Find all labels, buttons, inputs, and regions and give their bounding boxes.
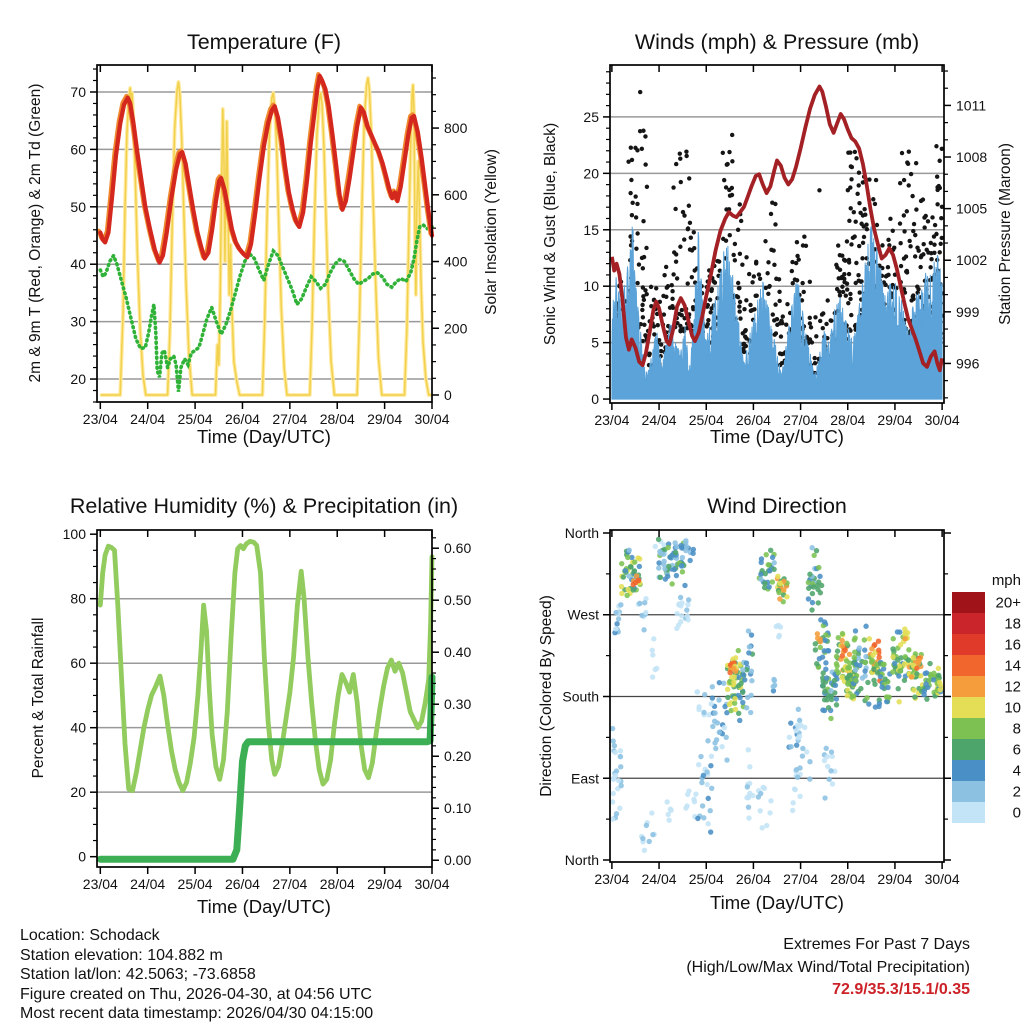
svg-text:999: 999 [956,303,980,320]
svg-text:23/04: 23/04 [594,412,630,428]
svg-text:0: 0 [444,386,452,403]
svg-text:10: 10 [583,278,599,295]
svg-text:25/04: 25/04 [688,412,724,428]
chart-title-winds-pressure: Winds (mph) & Pressure (mb) [634,30,920,54]
station-latlon: Station lat/lon: 42.5063; -73.6858 [20,966,256,984]
svg-text:15: 15 [583,221,599,238]
station-info-block [20,926,373,1024]
svg-text:26/04: 26/04 [735,871,771,887]
svg-text:1005: 1005 [956,200,988,217]
xlabel-temperature: Time (Day/UTC) [197,426,331,447]
svg-text:800: 800 [444,120,468,137]
svg-text:400: 400 [444,253,468,270]
extremes-legend: (High/Low/Max Wind/Total Precipitation) [686,958,970,976]
svg-text:25/04: 25/04 [688,871,724,887]
station-location: Location: Schodack [20,927,160,944]
svg-text:30/04: 30/04 [924,412,960,428]
svg-text:23/04: 23/04 [82,876,118,892]
chart-title-temperature: Temperature (F) [186,30,342,54]
svg-text:996: 996 [956,355,980,372]
figure-created-line: Figure created on Thu, 2026-04-30, at 04:56 UTC [20,985,372,1003]
extremes-title: Extremes For Past 7 Days [783,936,970,953]
xlabel-winds-pressure: Time (Day/UTC) [710,426,844,447]
svg-text:South: South [562,688,599,705]
recent-timestamp-line: Most recent data timestamp: 2026/04/30 04:15:00 [20,1005,374,1023]
ylabel-right-pressure: Station Pressure (Maroon) [997,143,1014,325]
svg-text:29/04: 29/04 [877,871,913,887]
svg-text:6: 6 [1012,741,1021,759]
svg-text:27/04: 27/04 [272,411,308,427]
svg-text:30: 30 [70,313,86,330]
svg-text:200: 200 [444,320,468,337]
svg-text:0.30: 0.30 [444,696,472,713]
colorbar-title-mph: mph [991,572,1021,589]
svg-text:North: North [564,524,599,541]
svg-text:0.00: 0.00 [444,852,472,869]
svg-text:0.60: 0.60 [444,540,472,557]
xlabel-rh-precip: Time (Day/UTC) [197,896,331,917]
svg-text:1002: 1002 [956,252,988,269]
svg-text:1011: 1011 [956,97,987,114]
svg-text:24/04: 24/04 [641,871,677,887]
svg-text:24/04: 24/04 [641,412,677,428]
svg-text:0: 0 [1012,804,1021,822]
svg-text:East: East [570,770,599,787]
svg-text:5: 5 [591,334,599,351]
svg-text:26/04: 26/04 [224,876,260,892]
chart-title-rh-precip: Relative Humidity (%) & Precipitation (in) [69,494,459,518]
svg-text:20+: 20+ [995,594,1021,612]
svg-text:20: 20 [583,165,599,182]
svg-text:20: 20 [70,371,86,388]
svg-text:30/04: 30/04 [414,411,450,427]
svg-text:28/04: 28/04 [830,871,866,887]
extremes-values: 72.9/35.3/15.1/0.35 [832,981,970,998]
svg-text:24/04: 24/04 [130,876,166,892]
xlabel-wind-direction: Time (Day/UTC) [710,892,844,913]
svg-text:27/04: 27/04 [783,412,819,428]
ylabel-left-percent-rain: Percent & Total Rainfall [30,617,47,779]
svg-text:4: 4 [1012,762,1021,780]
chart-title-wind-direction: Wind Direction [707,494,847,518]
ylabel-right-solar: Solar Insolation (Yellow) [483,149,500,315]
svg-text:0.50: 0.50 [444,592,472,609]
svg-text:40: 40 [70,256,86,273]
ylabel-left-wind: Sonic Wind & Gust (Blue, Black) [542,122,559,346]
svg-text:23/04: 23/04 [82,411,118,427]
svg-text:100: 100 [62,526,86,543]
svg-text:2: 2 [1012,783,1021,801]
svg-text:23/04: 23/04 [594,871,630,887]
svg-text:25: 25 [583,108,599,125]
svg-text:26/04: 26/04 [224,411,260,427]
station-elevation: Station elevation: 104.882 m [20,946,223,964]
svg-text:14: 14 [1004,657,1021,675]
svg-text:27/04: 27/04 [272,876,308,892]
svg-text:25/04: 25/04 [177,411,213,427]
svg-text:600: 600 [444,186,468,203]
svg-text:West: West [567,606,599,623]
svg-text:30/04: 30/04 [924,871,960,887]
svg-text:18: 18 [1004,615,1021,633]
svg-text:28/04: 28/04 [319,411,355,427]
svg-text:29/04: 29/04 [367,876,403,892]
svg-text:27/04: 27/04 [783,871,819,887]
svg-text:80: 80 [70,590,86,607]
svg-text:1008: 1008 [956,149,988,166]
svg-text:0: 0 [591,391,599,408]
svg-text:20: 20 [70,784,86,801]
svg-text:8: 8 [1012,720,1021,738]
svg-text:16: 16 [1004,636,1021,654]
svg-text:North: North [564,852,599,869]
svg-text:30/04: 30/04 [414,876,450,892]
svg-text:50: 50 [70,198,86,215]
svg-text:12: 12 [1004,678,1021,696]
svg-text:24/04: 24/04 [130,411,166,427]
svg-text:28/04: 28/04 [830,412,866,428]
extremes-block [600,934,970,1002]
svg-text:0.10: 0.10 [444,800,472,817]
svg-text:60: 60 [70,655,86,672]
svg-text:0.20: 0.20 [444,748,472,765]
ylabel-left-direction: Direction (Colored By Speed) [538,595,555,797]
ylabel-left-temperature: 2m & 9m T (Red, Orange) & 2m Td (Green) [27,83,44,383]
svg-text:40: 40 [70,719,86,736]
svg-text:0.40: 0.40 [444,644,472,661]
svg-text:29/04: 29/04 [367,411,403,427]
svg-text:0: 0 [78,848,86,865]
svg-text:28/04: 28/04 [319,876,355,892]
svg-text:26/04: 26/04 [735,412,771,428]
svg-text:25/04: 25/04 [177,876,213,892]
svg-text:29/04: 29/04 [877,412,913,428]
svg-text:10: 10 [1004,699,1021,717]
svg-text:70: 70 [70,83,86,100]
svg-text:60: 60 [70,141,86,158]
